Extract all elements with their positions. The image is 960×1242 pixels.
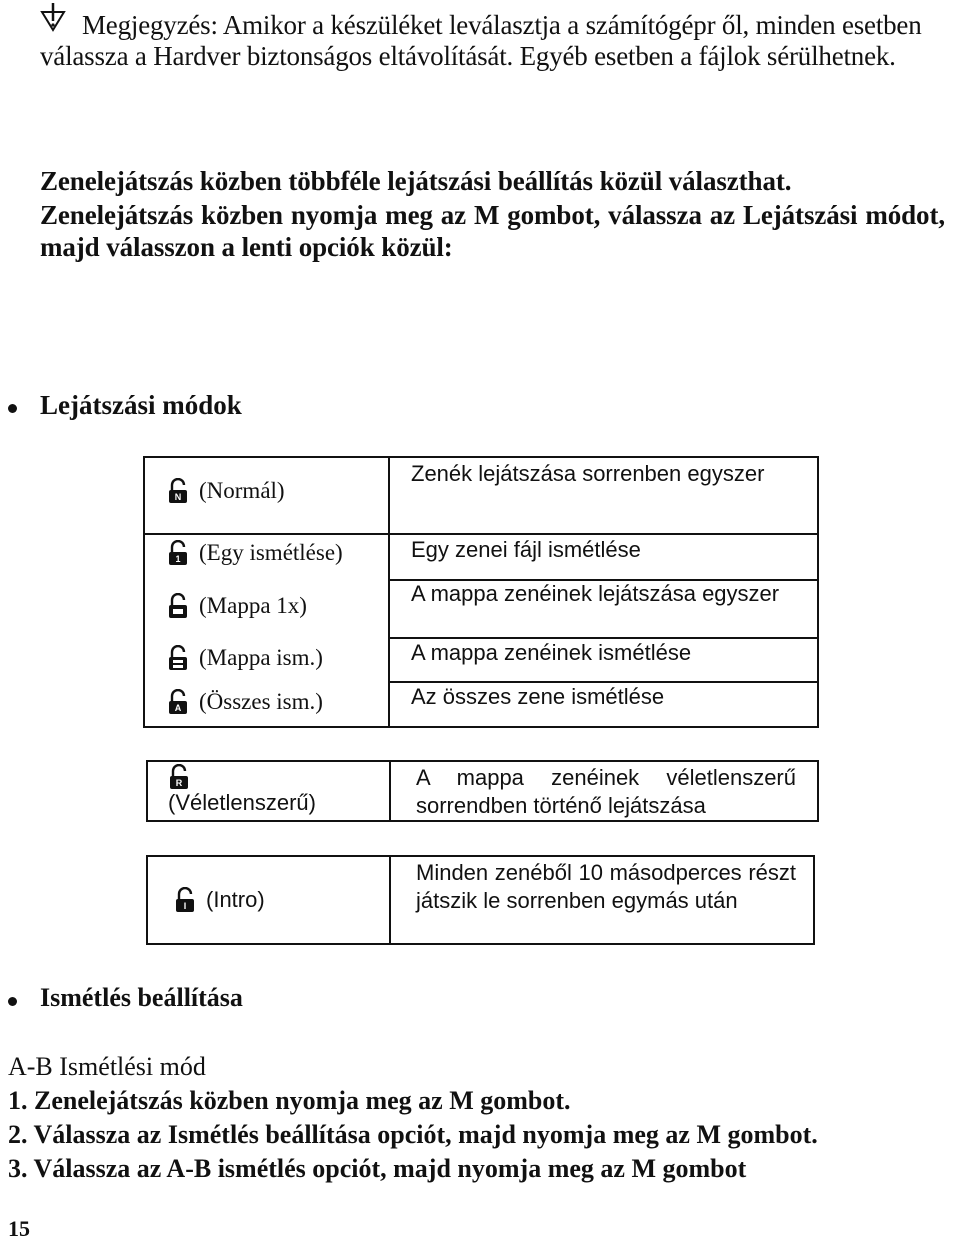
mode-desc: A mappa zenéinek véletlenszerű sorrendben történő lejátszása [416,765,796,818]
mode-row-normal [167,478,285,504]
mode-desc: A mappa zenéinek lejátszása egyszer [411,581,780,606]
mode-desc: Minden zenéből 10 másodperces részt játszik le sorrenben egymás után [416,860,796,913]
ab-step: 2. Válassza az Ismétlés beállítása opciót, majd nyomja meg az M gombot. [8,1120,818,1149]
mode-desc: Zenék lejátszása sorrenben egyszer [411,461,765,486]
mode-label: (Mappa ism.) [199,645,323,670]
playback-modes-table [143,456,819,728]
mode-label: (Normál) [199,478,285,503]
mode-row-repeat-one [167,540,343,566]
note-text: Megjegyzés: Amikor a készüléket leválasztja a számítógépr ől, minden esetben válassza a Hardver biztonságos eltávolítását. Egyéb esetben a fájlok sérülhetnek. [40,10,922,71]
ab-step: 3. Válassza az A-B ismétlés opciót, majd nyomja meg az M gombot [8,1154,747,1183]
ab-repeat-section [8,1050,818,1186]
lock-repeat-all-icon [167,689,189,715]
svg-text:I: I [183,901,187,911]
bullet-icon [8,997,17,1006]
svg-text:R: R [175,778,183,788]
mode-label: (Véletlenszerű) [168,790,316,815]
mode-label: (Intro) [206,887,265,912]
intro-mode-table [146,855,815,945]
svg-text:N: N [174,492,182,502]
ab-title: A-B Ismétlési mód [8,1052,206,1081]
mode-desc: Az összes zene ismétlése [411,684,665,709]
mode-label: (Összes ism.) [199,689,323,714]
mode-label: (Mappa 1x) [199,593,307,618]
mode-desc: A mappa zenéinek ismétlése [411,640,692,665]
mode-label: (Egy ismétlése) [199,540,343,565]
mode-row-intro [174,887,265,913]
ab-step: 1. Zenelejátszás közben nyomja meg az M gombot. [8,1086,571,1115]
mode-desc: Egy zenei fájl ismétlése [411,537,641,562]
mode-row-repeat-all [167,689,323,715]
lock-repeat-one-icon [167,540,189,566]
svg-text:A: A [174,703,182,713]
random-mode-table [146,760,819,822]
intro-line-2: Zenelejátszás közben nyomja meg az M gombot, válassza az Lejátszási módot, majd válasszon a lenti opciók közül: [40,200,945,262]
intro-line-1: Zenelejátszás közben többféle lejátszási beállítás közül választhat. [40,166,792,196]
mode-row-folder-once [167,593,307,619]
page-number: 15 [8,1216,30,1241]
lock-intro-icon [174,887,196,913]
section-heading-playback: Lejátszási módok [40,390,242,420]
intro-paragraph [40,165,945,263]
section-heading-repeat: Ismétlés beállítása [40,983,243,1012]
lock-folder-once-icon [167,593,189,619]
lock-normal-icon [167,478,189,504]
bullet-icon [8,404,17,413]
lock-folder-repeat-icon [167,645,189,671]
mode-row-folder-repeat [167,645,323,671]
svg-text:1: 1 [175,554,181,564]
lock-random-icon [168,764,190,790]
